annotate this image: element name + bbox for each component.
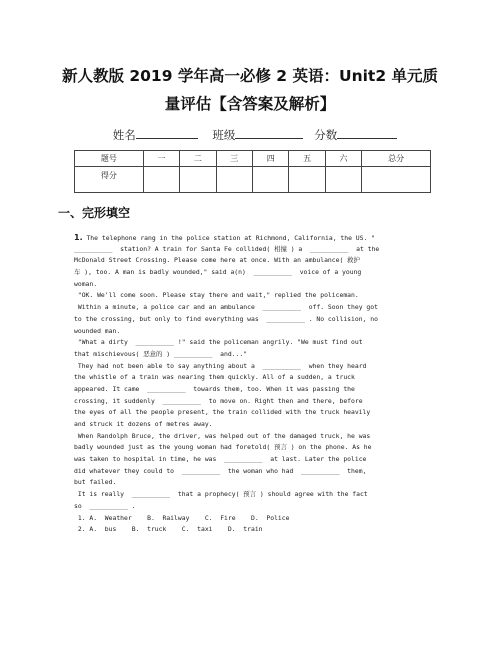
score-cell [362, 167, 431, 193]
passage-line: to the crossing, but only to find everything was __________ . No collision, no [74, 314, 378, 323]
option-line: 2. A. bus B. truck C. taxi D. train [74, 525, 263, 534]
score-table-header: 题号 [75, 151, 144, 167]
passage-line: so __________ . [74, 501, 136, 510]
score-table-header: 一 [143, 151, 179, 167]
class-label: 班级 [212, 128, 236, 142]
passage-line-text: The telephone rang in the police station at Richmond, California, the US. " [82, 234, 376, 242]
score-cell [289, 167, 325, 193]
score-table-header: 三 [216, 151, 252, 167]
score-blank [337, 127, 397, 139]
passage-line: woman. [74, 279, 98, 288]
name-blank [136, 127, 198, 139]
passage-line: "What a dirty __________ !" said the policeman angrily. "We must find out [74, 338, 363, 347]
passage-line: "OK. We'll come soon. Please stay there and wait," replied the policeman. [74, 291, 359, 300]
passage-line: It is really __________ that a prophecy( 预言 ) should agree with the fact [74, 490, 368, 499]
passage-line: 车 ), too. A man is badly wounded," said a(n) __________ voice of a young [74, 268, 362, 277]
score-table-header-row [75, 151, 431, 167]
score-row-label: 得分 [75, 167, 144, 193]
score-table-header: 六 [325, 151, 361, 167]
passage-line [74, 232, 430, 244]
score-table-header: 总分 [362, 151, 431, 167]
document-title-line-2: 量评估【含答案及解析】 [164, 95, 336, 113]
document-title-line-1: 新人教版 2019 学年高一必修 2 英语：Unit2 单元质 [61, 67, 439, 85]
passage-line: the whistle of a train was nearing them quickly. All of a sudden, a truck [74, 373, 355, 382]
option-line: 1. A. Weather B. Railway C. Fire D. Police [74, 513, 290, 522]
passage-line: badly wounded just as the young woman had foretold( 预言 ) on the phone. As he [74, 443, 372, 452]
passage-line: was taken to hospital in time, he was __________ at last. Later the police [74, 455, 367, 464]
score-label: 分数 [314, 128, 338, 142]
passage-line: They had not been able to say anything about a __________ when they heard [74, 361, 367, 370]
passage-line: __________ station? A train for Santa Fe collided( 相撞 ) a __________ at the [74, 244, 380, 253]
passage-line: and struck it dozens of metres away. [74, 420, 213, 428]
score-cell [325, 167, 361, 193]
class-blank [235, 127, 303, 139]
score-cell [252, 167, 288, 193]
passage-line: appeared. It came __________ towards them, too. When it was passing the [74, 384, 355, 393]
passage-line: wounded man. [74, 326, 121, 335]
score-cell [180, 167, 216, 193]
student-info-line [90, 127, 420, 143]
question-number: 1. [74, 233, 83, 242]
score-table-header: 二 [180, 151, 216, 167]
passage-line: McDonald Street Crossing. Please come here at once. With an ambulance( 救护 [74, 256, 360, 265]
score-table-header: 五 [289, 151, 325, 167]
score-cell [216, 167, 252, 193]
score-table-header: 四 [252, 151, 288, 167]
passage-line: When Randolph Bruce, the driver, was helped out of the damaged truck, he was [74, 431, 371, 440]
passage-line: but failed. [74, 478, 117, 487]
passage-line: did whatever they could to __________ the woman who had __________ them, [74, 466, 367, 475]
score-table [74, 150, 431, 193]
section-heading: 一、完形填空 [58, 206, 131, 220]
score-table-score-row [75, 167, 431, 193]
passage-text [74, 232, 430, 536]
score-cell [143, 167, 179, 193]
passage-line: the eyes of all the people present, the train collided with the truck heavily [74, 408, 371, 417]
passage-line: crossing, it suddenly __________ to move on. Right then and there, before [74, 396, 363, 405]
passage-line: that mischievous( 恶意的 ) __________ and..." [74, 349, 248, 358]
name-label: 姓名 [112, 128, 136, 142]
passage-line: Within a minute, a police car and an ambulance __________ off. Soon they got [74, 303, 378, 312]
